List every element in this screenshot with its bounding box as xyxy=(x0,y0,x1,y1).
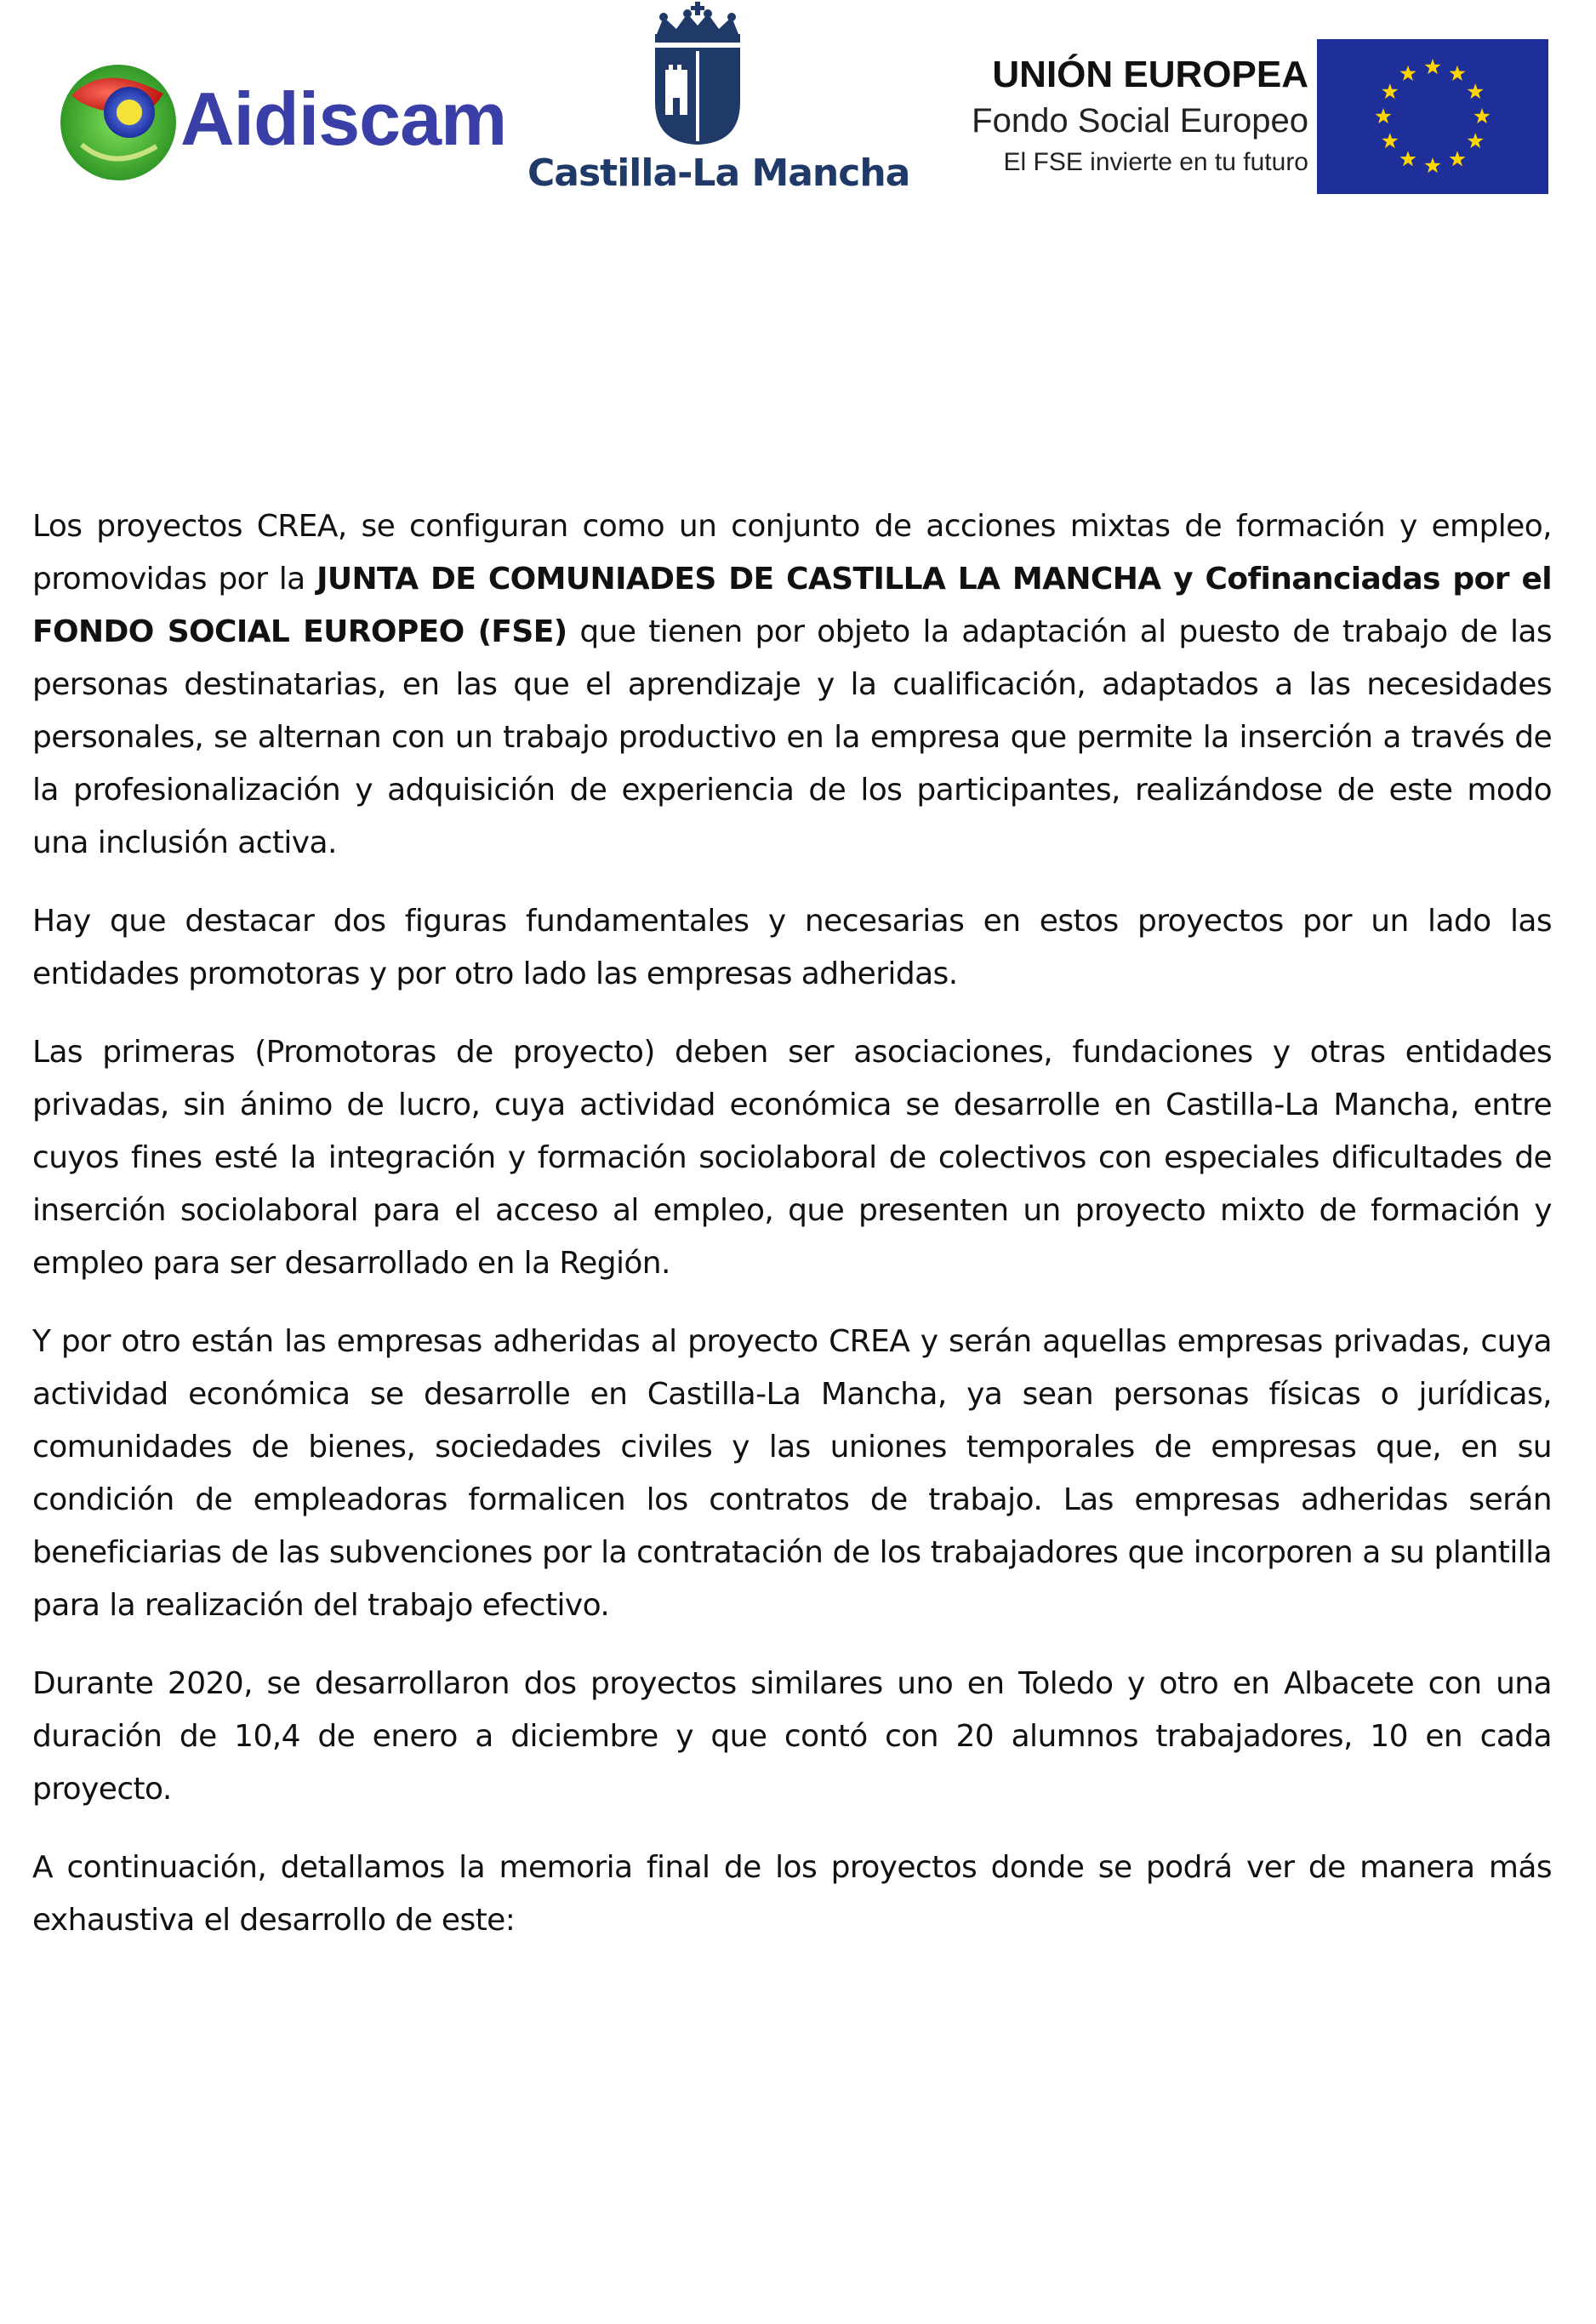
paragraph xyxy=(32,1316,1552,1632)
aidiscam-logo xyxy=(54,44,507,197)
text-run: Durante 2020, se desarrollaron dos proyectos similares uno en Toledo y otro en Albacete con una duración de 10,4 de enero a diciembre y que contó con 20 alumnos trabajadores, 10 en cada proyecto. xyxy=(32,1666,1552,1807)
eu-subtitle: Fondo Social Europeo xyxy=(972,102,1308,140)
bold-text: JUNTA DE COMUNIADES DE CASTILLA LA MANCHA y Cofinanciadas por el FONDO SOCIAL EUROPEO (FSE) xyxy=(32,562,1552,649)
paragraph xyxy=(32,1841,1552,1947)
eu-title: UNIÓN EUROPEA xyxy=(992,54,1308,95)
eu-motto: El FSE invierte en tu futuro xyxy=(1003,148,1308,176)
text-run: que tienen por objeto la adaptación al puesto de trabajo de las personas destinatarias, en las que el aprendizaje y la cualificación, adaptados a las necesidades personales, se alternan con un trabajo productivo en la empresa que permite la inserción a través de la profesionalización y adquisición de experiencia de los participantes, realizándose de este modo una inclusión activa. xyxy=(32,614,1552,860)
clm-logo-caption: Castilla-La Mancha xyxy=(527,151,910,195)
eu-text-block xyxy=(972,39,1308,182)
castilla-la-mancha-logo xyxy=(527,0,910,204)
eu-flag-icon xyxy=(1317,39,1548,194)
paragraph xyxy=(32,1026,1552,1290)
text-run: Hay que destacar dos figuras fundamentales y necesarias en estos proyectos por un lado las entidades promotoras y por otro lado las empresas adheridas. xyxy=(32,904,1552,991)
aidiscam-wordmark: Aidiscam xyxy=(180,77,507,161)
text-run: Y por otro están las empresas adheridas al proyecto CREA y serán aquellas empresas privadas, cuya actividad económica se desarrolle en Castilla-La Mancha, ya sean personas físicas o jurídicas, comunidades de bienes, sociedades civiles y las uniones temporales de empresas que, en su condición de empleadoras formalicen los contratos de trabajo. Las empresas adheridas serán beneficiarias de las subvenciones por la contratación de los trabajadores que incorporen a su plantilla para la realización del trabajo efectivo. xyxy=(32,1324,1552,1623)
paragraph xyxy=(32,500,1552,870)
eu-fse-logo xyxy=(927,39,1548,197)
document-body xyxy=(32,500,1552,1973)
text-run: A continuación, detallamos la memoria final de los proyectos donde se podrá ver de manera más exhaustiva el desarrollo de este: xyxy=(32,1850,1552,1938)
text-run: Las primeras (Promotoras de proyecto) deben ser asociaciones, fundaciones y otras entidades privadas, sin ánimo de lucro, cuya actividad económica se desarrolle en Castilla-La Mancha, entre cuyos fines esté la integración y formación sociolaboral de colectivos con especiales dificultades de inserción sociolaboral para el acceso al empleo, que presenten un proyecto mixto de formación y empleo para ser desarrollado en la Región. xyxy=(32,1035,1552,1281)
paragraph xyxy=(32,1658,1552,1816)
paragraph xyxy=(32,895,1552,1001)
text-run: Los proyectos CREA, se configuran como un conjunto de acciones mixtas de formación y empleo, promovidas por la xyxy=(32,509,1552,597)
aidiscam-emblem-icon xyxy=(54,44,182,197)
clm-coat-of-arms-icon xyxy=(527,0,868,153)
